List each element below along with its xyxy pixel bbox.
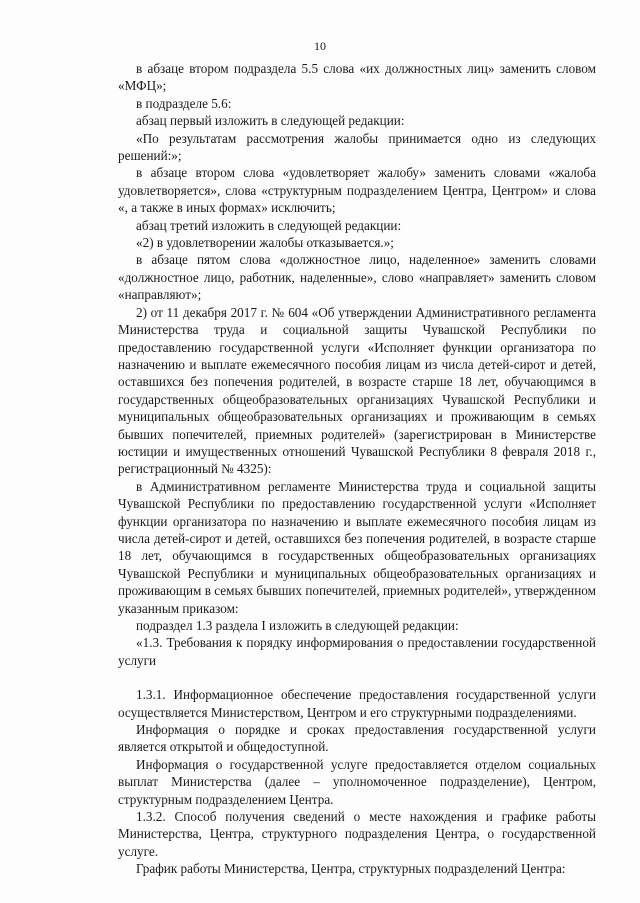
paragraph: График работы Министерства, Центра, структурных подразделений Центра: [136,861,566,877]
paragraph: подраздел 1.3 раздела I изложить в следующей редакции: [136,618,459,633]
paragraph: «По результатам рассмотрения жалобы принимается одно из следующих решений:»; [118,130,596,164]
paragraph: 1.3.1. Информационное обеспечение предоставления государственной услуги осуществляется Министерством, Центром и его структурными подразделениями. [118,687,596,720]
paragraph: Информация о государственной услуге предоставляется отделом социальных выплат Министерства (далее – уполномоченное подразделение), Центром, структурным подразделением Центра. [118,756,596,807]
paragraph: абзац первый изложить в следующей редакции: [136,113,405,129]
blank-line [118,669,596,686]
page-number: 10 [314,39,326,53]
paragraph: в подразделе 5.6: [136,95,232,111]
document-body [118,60,596,878]
paragraph: в Административном регламенте Министерства труда и социальной защиты Чувашской Республики по предоставлению государственной услуги «Исполняет функции организатора по назначению и выплате ежемесячного пособия лицам из числа детей-сирот и детей, оставшихся без попечения родителей, в возрасте старше 18 лет, обучающимся в государственных общеобразовательных организациях Чувашской Республики и муниципальных общеобразовательных организациях и проживающим в семьях бывших попечителей, приемных родителей», утвержденном указанным приказом: [118,478,596,616]
paragraph: «2) в удовлетворении жалобы отказывается.»; [136,235,394,251]
paragraph: Информация о порядке и сроках предоставления государственной услуги является открытой и общедоступной. [118,722,596,755]
paragraph: в абзаце втором подраздела 5.5 слова «их должностных лиц» заменить словом «МФЦ»; [118,61,596,94]
paragraph: 2) от 11 декабря 2017 г. № 604 «Об утверждении Административного регламента Министерства труда и социальной защиты Чувашской Республики по предоставлению государственной услуги «Исполняет функции организатора по назначению и выплате ежемесячного пособия лицам из числа детей-сирот и детей, оставшихся без попечения родителей, в возрасте старше 18 лет, обучающимся в государственных общеобразовательных организациях Чувашской Республики и муниципальных общеобразовательных организациях и проживающим в семьях бывших попечителей, приемных родителей» (зарегистрирован в Министерстве юстиции и имущественных отношений Чувашской Республики 8 февраля 2018 г., регистрационный № 4325): [118,304,596,477]
paragraph: в абзаце втором слова «удовлетворяет жалобу» заменить словами «жалоба удовлетворяется», слова «структурным подразделением Центра, Центром» и слова «, а также в иных формах» исключить; [118,165,596,216]
paragraph: абзац третий изложить в следующей редакции: [136,217,402,233]
paragraph: 1.3.2. Способ получения сведений о месте нахождения и графике работы Министерства, Центра, структурного подразделения Центра, о государственной услуге. [118,809,596,859]
paragraph: в абзаце пятом слова «должностное лицо, наделенное» заменить словами «должностное лицо, работник, наделенные», слово «направляет» заменить словом «направляют»; [118,252,596,303]
section-heading: «1.3. Требования к порядку информирования о предоставлении государственной услуги [118,635,596,668]
